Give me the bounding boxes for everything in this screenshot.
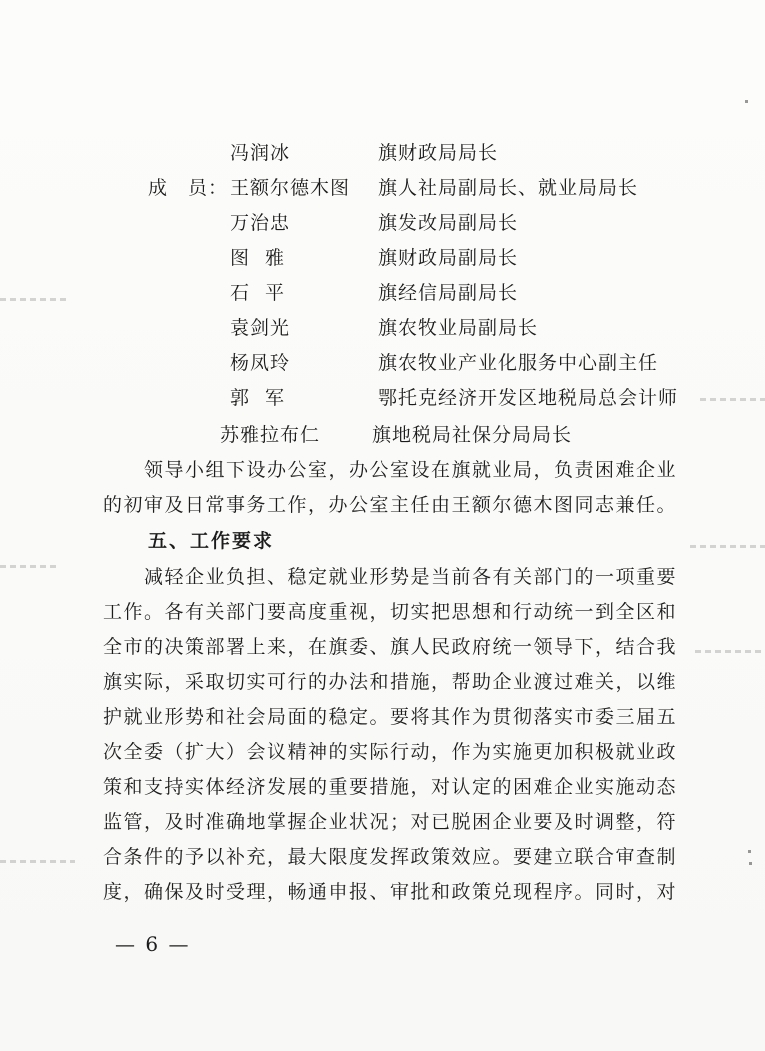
member-row (0, 420, 765, 446)
member-name: 万治忠 (230, 212, 291, 234)
member-title: 旗人社局副局长、就业局局长 (378, 177, 639, 199)
member-row (0, 383, 765, 409)
paragraph-line: 合条件的予以补充，最大限度发挥政策效应。要建立联合审查制 (103, 846, 678, 868)
member-name: 郭军 (230, 387, 301, 409)
member-title: 旗地税局社保分局局长 (372, 424, 573, 446)
member-row (0, 313, 765, 339)
scan-dot (745, 100, 748, 103)
member-title: 旗财政局副局长 (378, 247, 519, 269)
paragraph-line: 护就业形势和社会局面的稳定。要将其作为贯彻落实市委三届五 (103, 706, 678, 728)
member-title: 旗发改局副局长 (378, 212, 519, 234)
page-number: — 6 — (115, 932, 191, 956)
paragraph-line: 度，确保及时受理，畅通申报、审批和政策兑现程序。同时，对 (103, 881, 678, 903)
member-title: 鄂托克经济开发区地税局总会计师 (378, 387, 679, 409)
member-name: 图雅 (230, 247, 301, 269)
paragraph-line: 全市的决策部署上来，在旗委、旗人民政府统一领导下，结合我 (103, 636, 678, 658)
scan-artifact (0, 860, 75, 863)
member-title: 旗农牧业局副局长 (378, 317, 539, 339)
member-title: 旗经信局副局长 (378, 282, 519, 304)
section-heading: 五、工作要求 (148, 530, 275, 552)
scan-artifact (0, 565, 60, 568)
member-role-label: 成 员： (148, 177, 229, 199)
member-name: 冯润冰 (230, 142, 291, 164)
scan-dot (749, 862, 752, 865)
member-name: 王额尔德木图 (230, 177, 351, 199)
paragraph-line: 减轻企业负担、稳定就业形势是当前各有关部门的一项重要 (103, 566, 678, 588)
member-row (0, 208, 765, 234)
paragraph-line: 工作。各有关部门要高度重视，切实把思想和行动统一到全区和 (103, 601, 678, 623)
member-name: 袁剑光 (230, 317, 291, 339)
member-name: 石平 (230, 282, 301, 304)
member-name: 杨凤玲 (230, 352, 291, 374)
scan-dot (748, 850, 751, 853)
member-name: 苏雅拉布仁 (220, 424, 321, 446)
member-row (0, 173, 765, 199)
paragraph-line: 监管，及时准确地掌握企业状况；对已脱困企业要及时调整，符 (103, 811, 678, 833)
scan-artifact (695, 650, 765, 653)
member-title: 旗财政局局长 (378, 142, 499, 164)
member-title: 旗农牧业产业化服务中心副主任 (378, 352, 659, 374)
paragraph-line: 的初审及日常事务工作，办公室主任由王额尔德木图同志兼任。 (103, 494, 678, 516)
paragraph-line: 领导小组下设办公室，办公室设在旗就业局，负责困难企业 (103, 459, 678, 481)
scan-artifact (690, 545, 765, 548)
paragraph-line: 策和支持实体经济发展的重要措施，对认定的困难企业实施动态 (103, 776, 678, 798)
member-row (0, 278, 765, 304)
member-row (0, 243, 765, 269)
paragraph-line: 旗实际，采取切实可行的办法和措施，帮助企业渡过难关，以维 (103, 671, 678, 693)
member-row (0, 348, 765, 374)
member-row (0, 138, 765, 164)
paragraph-line: 次全委（扩大）会议精神的实际行动，作为实施更加积极就业政 (103, 741, 678, 763)
